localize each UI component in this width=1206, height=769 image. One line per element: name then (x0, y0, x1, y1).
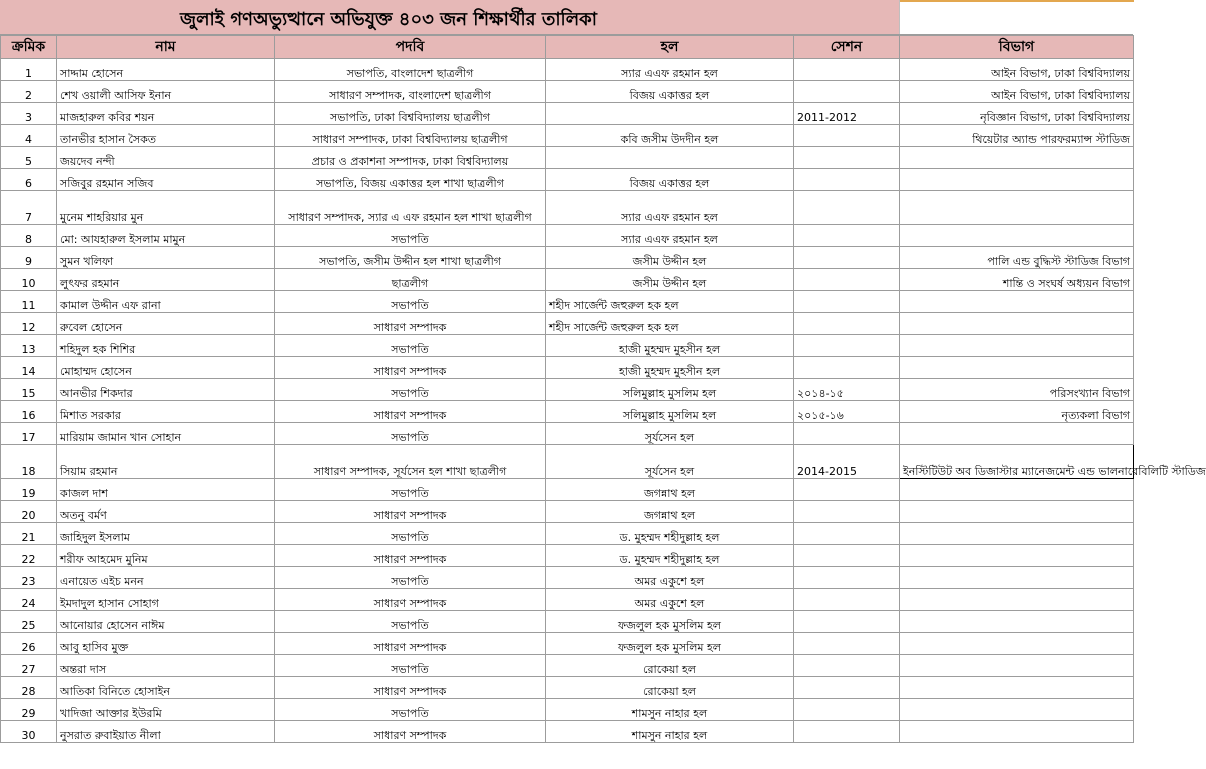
cell-name[interactable]: সজিবুর রহমান সজিব (57, 169, 275, 191)
cell-serial[interactable]: 10 (1, 269, 57, 291)
cell-department[interactable] (900, 225, 1134, 247)
cell-position[interactable]: সাধারণ সম্পাদক (275, 589, 546, 611)
cell-name[interactable]: সাদ্দাম হোসেন (57, 59, 275, 81)
cell-name[interactable]: অন্তরা দাস (57, 655, 275, 677)
cell-session[interactable] (794, 655, 900, 677)
cell-session[interactable] (794, 335, 900, 357)
cell-department[interactable]: পরিসংখ্যান বিভাগ (900, 379, 1134, 401)
cell-hall[interactable]: স্যার এএফ রহমান হল (546, 191, 794, 225)
cell-name[interactable]: আনোয়ার হোসেন নাঈম (57, 611, 275, 633)
cell-position[interactable]: সাধারণ সম্পাদক, স্যার এ এফ রহমান হল শাখা ছাত্রলীগ (275, 191, 546, 225)
table-row (1, 699, 1134, 721)
table-row (1, 423, 1134, 445)
cell-position[interactable]: সভাপতি (275, 335, 546, 357)
selection-border (900, 0, 1134, 2)
cell-name[interactable]: সিয়াম রহমান (57, 445, 275, 479)
cell-hall[interactable]: জসীম উদ্দীন হল (546, 247, 794, 269)
cell-session[interactable]: 2011-2012 (794, 103, 900, 125)
cell-serial[interactable]: 9 (1, 247, 57, 269)
cell-name[interactable]: অতনু বর্মণ (57, 501, 275, 523)
cell-department[interactable] (900, 501, 1134, 523)
cell-session[interactable] (794, 59, 900, 81)
table-row (1, 379, 1134, 401)
cell-session[interactable] (794, 225, 900, 247)
table-row (1, 357, 1134, 379)
cell-hall[interactable]: হাজী মুহম্মদ মুহসীন হল (546, 335, 794, 357)
cell-name[interactable]: মো: আযহারুল ইসলাম মামুন (57, 225, 275, 247)
cell-position[interactable]: সাধারণ সম্পাদক (275, 401, 546, 423)
table-row (1, 633, 1134, 655)
cell-name[interactable]: লুৎফর রহমান (57, 269, 275, 291)
header-row (1, 36, 1134, 59)
cell-serial[interactable]: 30 (1, 721, 57, 743)
cell-serial[interactable]: 4 (1, 125, 57, 147)
cell-name[interactable]: এনায়েত এইচ মনন (57, 567, 275, 589)
table-row (1, 655, 1134, 677)
table-row (1, 125, 1134, 147)
cell-department[interactable]: থিয়েটার অ্যান্ড পারফরম্যান্স স্টাডিজ (900, 125, 1134, 147)
cell-department[interactable] (900, 147, 1134, 169)
cell-department[interactable]: পালি এন্ড বুদ্ধিস্ট স্টাডিজ বিভাগ (900, 247, 1134, 269)
cell-name[interactable]: ইমদাদুল হাসান সোহাগ (57, 589, 275, 611)
cell-department[interactable] (900, 567, 1134, 589)
cell-session[interactable] (794, 81, 900, 103)
cell-position[interactable]: সভাপতি, ঢাকা বিশ্ববিদ্যালয় ছাত্রলীগ (275, 103, 546, 125)
cell-hall[interactable]: জগন্নাথ হল (546, 479, 794, 501)
header-department[interactable]: বিভাগ (900, 36, 1134, 59)
cell-position[interactable]: সভাপতি (275, 423, 546, 445)
cell-department[interactable]: শান্তি ও সংঘর্ষ অধ্যয়ন বিভাগ (900, 269, 1134, 291)
cell-department[interactable] (900, 699, 1134, 721)
cell-position[interactable]: সভাপতি (275, 567, 546, 589)
cell-department[interactable] (900, 291, 1134, 313)
table-row (1, 479, 1134, 501)
cell-name[interactable]: মুনেম শাহরিয়ার মুন (57, 191, 275, 225)
cell-hall[interactable]: শামসুন নাহার হল (546, 721, 794, 743)
cell-session[interactable] (794, 423, 900, 445)
cell-session[interactable] (794, 501, 900, 523)
cell-serial[interactable]: 19 (1, 479, 57, 501)
cell-position[interactable]: সভাপতি (275, 379, 546, 401)
cell-session[interactable] (794, 479, 900, 501)
cell-hall[interactable]: স্যার এএফ রহমান হল (546, 59, 794, 81)
cell-department[interactable] (900, 611, 1134, 633)
cell-serial[interactable]: 1 (1, 59, 57, 81)
cell-department[interactable] (900, 313, 1134, 335)
cell-hall[interactable]: অমর একুশে হল (546, 567, 794, 589)
cell-position[interactable]: সভাপতি (275, 655, 546, 677)
cell-hall[interactable] (546, 103, 794, 125)
cell-hall[interactable]: জসীম উদ্দীন হল (546, 269, 794, 291)
cell-serial[interactable]: 22 (1, 545, 57, 567)
cell-serial[interactable]: 24 (1, 589, 57, 611)
cell-department[interactable]: আইন বিভাগ, ঢাকা বিশ্ববিদ্যালয় (900, 81, 1134, 103)
cell-serial[interactable]: 7 (1, 191, 57, 225)
cell-name[interactable]: জয়দেব নন্দী (57, 147, 275, 169)
sheet-title: জুলাই গণঅভ্যুত্থানে অভিযুক্ত ৪০৩ জন শিক্ষার্থীর তালিকা (180, 9, 597, 30)
table-row (1, 81, 1134, 103)
cell-name[interactable]: শহিদুল হক শিশির (57, 335, 275, 357)
table-row (1, 611, 1134, 633)
table-row (1, 191, 1134, 225)
table-row (1, 291, 1134, 313)
cell-hall[interactable]: শহীদ সার্জেন্ট জহুরুল হক হল (546, 291, 794, 313)
cell-position[interactable]: সাধারণ সম্পাদক (275, 545, 546, 567)
cell-hall[interactable]: ফজলুল হক মুসলিম হল (546, 611, 794, 633)
table-row (1, 445, 1134, 479)
cell-session[interactable] (794, 523, 900, 545)
cell-hall[interactable]: অমর একুশে হল (546, 589, 794, 611)
cell-hall[interactable]: সূর্যসেন হল (546, 423, 794, 445)
cell-department[interactable] (900, 169, 1134, 191)
cell-session[interactable] (794, 357, 900, 379)
cell-hall[interactable]: স্যার এএফ রহমান হল (546, 225, 794, 247)
table-row (1, 103, 1134, 125)
cell-hall[interactable]: কবি জসীম উদদীন হল (546, 125, 794, 147)
cell-hall[interactable]: ড. মুহম্মদ শহীদুল্লাহ হল (546, 523, 794, 545)
cell-session[interactable] (794, 169, 900, 191)
cell-position[interactable]: সাধারণ সম্পাদক (275, 357, 546, 379)
cell-serial[interactable]: 27 (1, 655, 57, 677)
cell-serial[interactable]: 5 (1, 147, 57, 169)
cell-position[interactable]: সভাপতি (275, 611, 546, 633)
cell-name[interactable]: খাদিজা আক্তার ইউরমি (57, 699, 275, 721)
cell-session[interactable]: 2014-2015 (794, 445, 900, 479)
cell-position[interactable]: সাধারণ সম্পাদক, ঢাকা বিশ্ববিদ্যালয় ছাত্রলীগ (275, 125, 546, 147)
cell-session[interactable] (794, 699, 900, 721)
cell-department[interactable] (900, 589, 1134, 611)
cell-department[interactable]: নৃবিজ্ঞান বিভাগ, ঢাকা বিশ্ববিদ্যালয় (900, 103, 1134, 125)
cell-session[interactable]: ২০১৫-১৬ (794, 401, 900, 423)
cell-name[interactable]: মোহাম্মদ হোসেন (57, 357, 275, 379)
header-position[interactable]: পদবি (275, 36, 546, 59)
cell-name[interactable]: কাজল দাশ (57, 479, 275, 501)
cell-department[interactable] (900, 523, 1134, 545)
cell-department[interactable] (900, 357, 1134, 379)
cell-serial[interactable]: 21 (1, 523, 57, 545)
cell-session[interactable] (794, 147, 900, 169)
table-row (1, 523, 1134, 545)
cell-department[interactable]: নৃত্যকলা বিভাগ (900, 401, 1134, 423)
table-row (1, 313, 1134, 335)
cell-serial[interactable]: 25 (1, 611, 57, 633)
table-row (1, 401, 1134, 423)
cell-department[interactable] (900, 191, 1134, 225)
cell-session[interactable] (794, 291, 900, 313)
cell-department[interactable] (900, 721, 1134, 743)
table-row (1, 721, 1134, 743)
cell-position[interactable]: সাধারণ সম্পাদক (275, 721, 546, 743)
cell-position[interactable]: প্রচার ও প্রকাশনা সম্পাদক, ঢাকা বিশ্ববিদ্যালয় (275, 147, 546, 169)
table-row (1, 247, 1134, 269)
cell-name[interactable]: আতিকা বিনিতে হোসাইন (57, 677, 275, 699)
cell-serial[interactable]: 16 (1, 401, 57, 423)
cell-hall[interactable]: বিজয় একাত্তর হল (546, 81, 794, 103)
table-row (1, 225, 1134, 247)
cell-serial[interactable]: 8 (1, 225, 57, 247)
cell-serial[interactable]: 14 (1, 357, 57, 379)
cell-session[interactable] (794, 611, 900, 633)
cell-department[interactable] (900, 655, 1134, 677)
cell-session[interactable] (794, 721, 900, 743)
cell-name[interactable]: তানভীর হাসান সৈকত (57, 125, 275, 147)
cell-session[interactable] (794, 567, 900, 589)
cell-department[interactable]: ইনস্টিটিউট অব ডিজাস্টার ম্যানেজমেন্ট এন্ড ভালনারেবিলিটি স্টাডিজ (900, 445, 1134, 479)
cell-session[interactable] (794, 589, 900, 611)
table-row (1, 169, 1134, 191)
cell-department[interactable] (900, 479, 1134, 501)
cell-hall[interactable]: রোকেয়া হল (546, 655, 794, 677)
cell-serial[interactable]: 15 (1, 379, 57, 401)
cell-session[interactable] (794, 545, 900, 567)
cell-name[interactable]: আবু হাসিব মুক্ত (57, 633, 275, 655)
cell-position[interactable]: সভাপতি (275, 291, 546, 313)
cell-hall[interactable]: সলিমুল্লাহ মুসলিম হল (546, 401, 794, 423)
cell-name[interactable]: শরীফ আহমেদ মুনিম (57, 545, 275, 567)
cell-position[interactable]: সাধারণ সম্পাদক (275, 677, 546, 699)
student-table (0, 35, 1206, 743)
cell-name[interactable]: শেখ ওয়ালী আসিফ ইনান (57, 81, 275, 103)
cell-name[interactable]: কামাল উদ্দীন এফ রানা (57, 291, 275, 313)
cell-serial[interactable]: 13 (1, 335, 57, 357)
cell-department[interactable] (900, 677, 1134, 699)
title-row (0, 0, 1133, 35)
cell-session[interactable] (794, 633, 900, 655)
table-row (1, 501, 1134, 523)
cell-name[interactable]: মিশাত সরকার (57, 401, 275, 423)
cell-position[interactable]: সাধারণ সম্পাদক (275, 633, 546, 655)
cell-department[interactable]: আইন বিভাগ, ঢাকা বিশ্ববিদ্যালয় (900, 59, 1134, 81)
table-row (1, 335, 1134, 357)
table-row (1, 545, 1134, 567)
cell-position[interactable]: সাধারণ সম্পাদক (275, 501, 546, 523)
empty-title-cell[interactable] (899, 0, 1134, 34)
cell-session[interactable] (794, 191, 900, 225)
cell-serial[interactable]: 28 (1, 677, 57, 699)
cell-position[interactable]: সাধারণ সম্পাদক, বাংলাদেশ ছাত্রলীগ (275, 81, 546, 103)
header-hall[interactable]: হল (546, 36, 794, 59)
cell-department[interactable] (900, 545, 1134, 567)
cell-serial[interactable]: 3 (1, 103, 57, 125)
cell-position[interactable]: সভাপতি (275, 479, 546, 501)
header-name[interactable]: নাম (57, 36, 275, 59)
cell-hall[interactable]: জগন্নাথ হল (546, 501, 794, 523)
cell-serial[interactable]: 26 (1, 633, 57, 655)
cell-position[interactable]: সভাপতি, জসীম উদ্দীন হল শাখা ছাত্রলীগ (275, 247, 546, 269)
header-serial[interactable]: ক্রমিক (1, 36, 57, 59)
cell-position[interactable]: ছাত্রলীগ (275, 269, 546, 291)
cell-session[interactable] (794, 247, 900, 269)
cell-position[interactable]: সাধারণ সম্পাদক (275, 313, 546, 335)
cell-session[interactable] (794, 313, 900, 335)
table-row (1, 677, 1134, 699)
cell-hall[interactable]: ফজলুল হক মুসলিম হল (546, 633, 794, 655)
cell-position[interactable]: সভাপতি (275, 699, 546, 721)
cell-name[interactable]: জাহিদুল ইসলাম (57, 523, 275, 545)
cell-hall[interactable]: ড. মুহম্মদ শহীদুল্লাহ হল (546, 545, 794, 567)
cell-serial[interactable]: 11 (1, 291, 57, 313)
cell-hall[interactable]: রোকেয়া হল (546, 677, 794, 699)
cell-session[interactable] (794, 125, 900, 147)
table-row (1, 269, 1134, 291)
cell-serial[interactable]: 6 (1, 169, 57, 191)
cell-department[interactable] (900, 335, 1134, 357)
table-row (1, 59, 1134, 81)
cell-name[interactable]: রুবেল হোসেন (57, 313, 275, 335)
cell-hall[interactable] (546, 147, 794, 169)
cell-hall[interactable]: হাজী মুহম্মদ মুহসীন হল (546, 357, 794, 379)
table-row (1, 589, 1134, 611)
table-row (1, 567, 1134, 589)
cell-position[interactable]: সভাপতি, বাংলাদেশ ছাত্রলীগ (275, 59, 546, 81)
cell-position[interactable]: সভাপতি, বিজয় একাত্তর হল শাখা ছাত্রলীগ (275, 169, 546, 191)
cell-serial[interactable]: 23 (1, 567, 57, 589)
cell-position[interactable]: সাধারণ সম্পাদক, সূর্যসেন হল শাখা ছাত্রলীগ (275, 445, 546, 479)
cell-session[interactable] (794, 677, 900, 699)
cell-serial[interactable]: 2 (1, 81, 57, 103)
cell-name[interactable]: মাজহারুল কবির শয়ন (57, 103, 275, 125)
cell-position[interactable]: সভাপতি (275, 523, 546, 545)
cell-department[interactable] (900, 423, 1134, 445)
cell-serial[interactable]: 17 (1, 423, 57, 445)
cell-name[interactable]: সুমন খলিফা (57, 247, 275, 269)
header-session[interactable]: সেশন (794, 36, 900, 59)
cell-serial[interactable]: 29 (1, 699, 57, 721)
cell-name[interactable]: আনভীর শিকদার (57, 379, 275, 401)
cell-serial[interactable]: 20 (1, 501, 57, 523)
cell-serial[interactable]: 12 (1, 313, 57, 335)
cell-hall[interactable]: শহীদ সার্জেন্ট জহুরুল হক হল (546, 313, 794, 335)
cell-hall[interactable]: শামসুন নাহার হল (546, 699, 794, 721)
cell-name[interactable]: মারিয়াম জামান খান সোহান (57, 423, 275, 445)
cell-hall[interactable]: সলিমুল্লাহ মুসলিম হল (546, 379, 794, 401)
cell-serial[interactable]: 18 (1, 445, 57, 479)
cell-session[interactable]: ২০১৪-১৫ (794, 379, 900, 401)
cell-session[interactable] (794, 269, 900, 291)
cell-hall[interactable]: সূর্যসেন হল (546, 445, 794, 479)
table-row (1, 147, 1134, 169)
cell-hall[interactable]: বিজয় একাত্তর হল (546, 169, 794, 191)
cell-department[interactable] (900, 633, 1134, 655)
cell-name[interactable]: নুসরাত রুবাইয়াত নীলা (57, 721, 275, 743)
cell-position[interactable]: সভাপতি (275, 225, 546, 247)
